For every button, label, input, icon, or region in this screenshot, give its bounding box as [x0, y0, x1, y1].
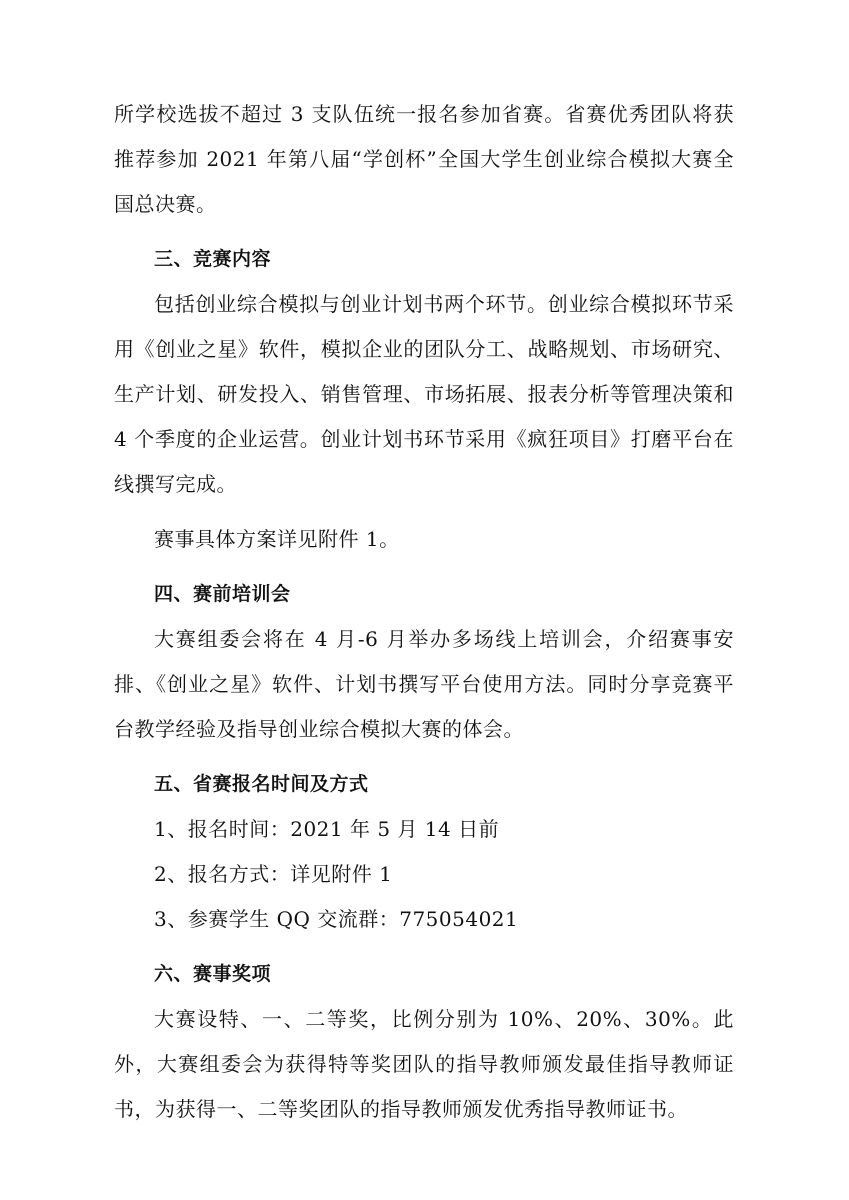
- section-5-item-2: 2、报名方式：详见附件 1: [154, 862, 393, 886]
- section-4-heading: 四、赛前培训会: [154, 583, 291, 605]
- intro-paragraph: 所学校选拔不超过 3 支队伍统一报名参加省赛。省赛优秀团队将获推荐参加 2021 年第八届“学创杯”全国大学生创业综合模拟大赛全国总决赛。: [114, 102, 734, 216]
- section-3-paragraph-2: 赛事具体方案详见附件 1。: [154, 527, 400, 551]
- section-6-heading: 六、赛事奖项: [154, 963, 272, 985]
- section-3-paragraph-1: 包括创业综合模拟与创业计划书两个环节。创业综合模拟环节采用《创业之星》软件，模拟企业的团队分工、战略规划、市场研究、生产计划、研发投入、销售管理、市场拓展、报表分析等管理决策和 4 个季度的企业运营。创业计划书环节采用《疯狂项目》打磨平台在线撰写完成。: [114, 292, 734, 496]
- document-body: [114, 92, 734, 1132]
- section-5-heading: 五、省赛报名时间及方式: [154, 773, 369, 795]
- section-6-paragraph-1: 大赛设特、一、二等奖，比例分别为 10%、20%、30%。此外，大赛组委会为获得特等奖团队的指导教师颁发最佳指导教师证书，为获得一、二等奖团队的指导教师颁发优秀指导教师证书。: [114, 1007, 734, 1121]
- section-3-heading: 三、竞赛内容: [154, 248, 272, 270]
- section-5-item-1: 1、报名时间：2021 年 5 月 14 日前: [154, 817, 500, 841]
- section-5-item-3: 3、参赛学生 QQ 交流群：775054021: [154, 907, 519, 931]
- section-4-paragraph-1: 大赛组委会将在 4 月-6 月举办多场线上培训会，介绍赛事安排、《创业之星》软件、计划书撰写平台使用方法。同时分享竞赛平台教学经验及指导创业综合模拟大赛的体会。: [114, 627, 734, 741]
